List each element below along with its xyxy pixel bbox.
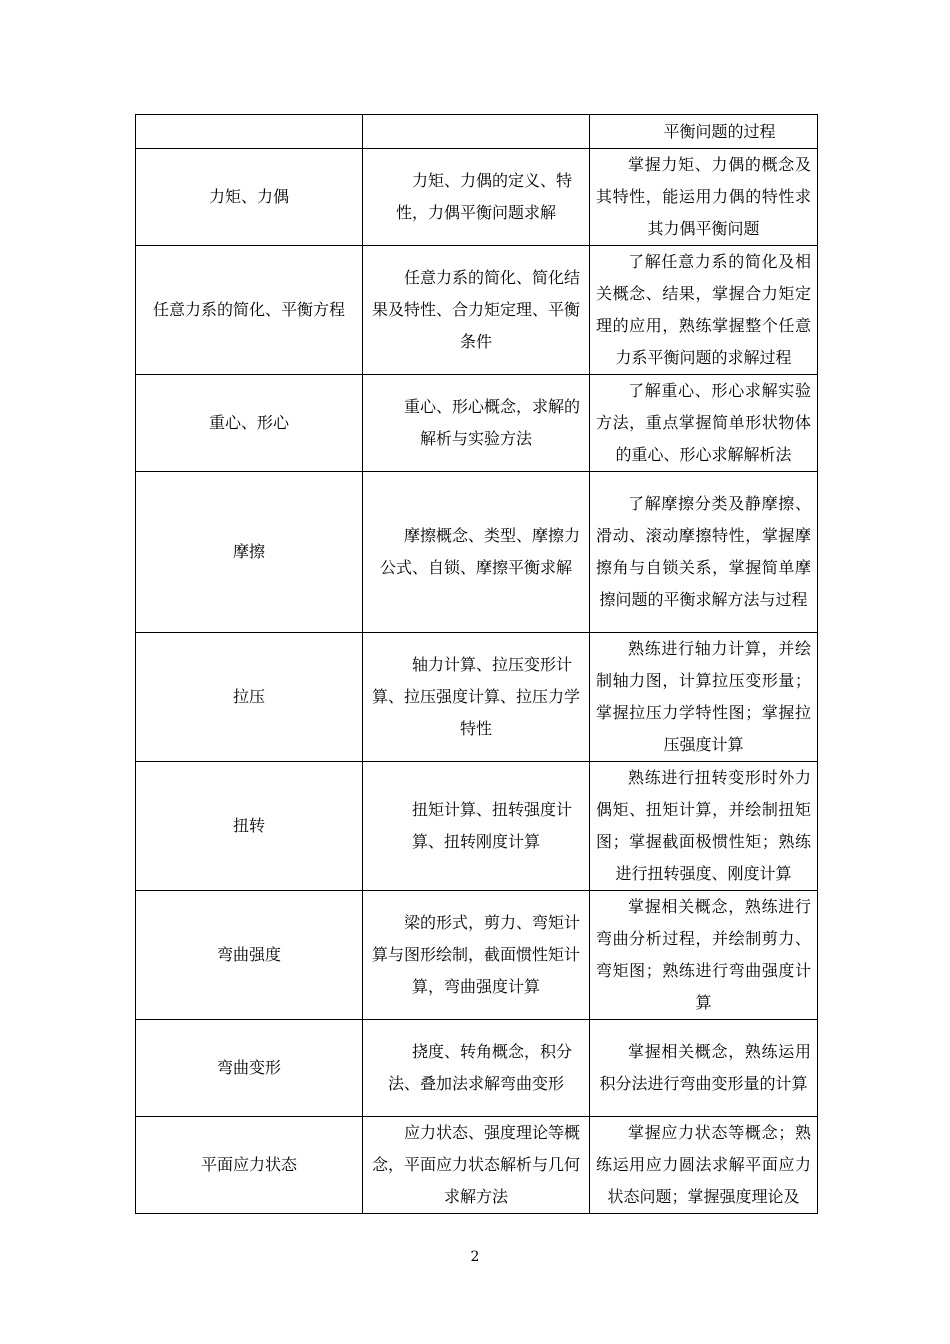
requirement-cell: 平衡问题的过程	[590, 115, 818, 149]
content-cell: 轴力计算、拉压变形计算、拉压强度计算、拉压力学特性	[363, 633, 590, 762]
content-cell: 重心、形心概念，求解的解析与实验方法	[363, 375, 590, 472]
table-row	[136, 891, 818, 1020]
requirement-cell: 熟练进行扭转变形时外力偶矩、扭矩计算，并绘制扭矩图；掌握截面极惯性矩；熟练进行扭转强度、刚度计算	[590, 762, 818, 891]
content-cell: 应力状态、强度理论等概念，平面应力状态解析与几何求解方法	[363, 1117, 590, 1214]
topic-cell: 弯曲变形	[136, 1020, 363, 1117]
page-number: 2	[470, 1249, 480, 1265]
topic-cell: 弯曲强度	[136, 891, 363, 1020]
topic-cell	[136, 115, 363, 149]
content-cell	[363, 115, 590, 149]
table-row	[136, 472, 818, 633]
course-content-table	[135, 114, 818, 1214]
table-row	[136, 1020, 818, 1117]
requirement-cell: 了解任意力系的简化及相关概念、结果，掌握合力矩定理的应用，熟练掌握整个任意力系平衡问题的求解过程	[590, 246, 818, 375]
topic-cell: 平面应力状态	[136, 1117, 363, 1214]
requirement-cell: 掌握相关概念，熟练进行弯曲分析过程，并绘制剪力、弯矩图；熟练进行弯曲强度计算	[590, 891, 818, 1020]
requirement-cell: 掌握相关概念，熟练运用积分法进行弯曲变形量的计算	[590, 1020, 818, 1117]
content-cell: 扭矩计算、扭转强度计算、扭转刚度计算	[363, 762, 590, 891]
content-cell: 摩擦概念、类型、摩擦力公式、自锁、摩擦平衡求解	[363, 472, 590, 633]
topic-cell: 扭转	[136, 762, 363, 891]
requirement-cell: 掌握力矩、力偶的概念及其特性，能运用力偶的特性求其力偶平衡问题	[590, 149, 818, 246]
topic-cell: 拉压	[136, 633, 363, 762]
content-cell: 挠度、转角概念，积分法、叠加法求解弯曲变形	[363, 1020, 590, 1117]
topic-cell: 力矩、力偶	[136, 149, 363, 246]
table-row	[136, 246, 818, 375]
requirement-cell: 熟练进行轴力计算，并绘制轴力图，计算拉压变形量；掌握拉压力学特性图；掌握拉压强度计算	[590, 633, 818, 762]
topic-cell: 重心、形心	[136, 375, 363, 472]
table-row	[136, 375, 818, 472]
content-cell: 梁的形式，剪力、弯矩计算与图形绘制，截面惯性矩计算，弯曲强度计算	[363, 891, 590, 1020]
requirement-cell: 掌握应力状态等概念；熟练运用应力圆法求解平面应力状态问题；掌握强度理论及	[590, 1117, 818, 1214]
topic-cell: 任意力系的简化、平衡方程	[136, 246, 363, 375]
table-row	[136, 633, 818, 762]
table-row	[136, 1117, 818, 1214]
requirement-cell: 了解摩擦分类及静摩擦、滑动、滚动摩擦特性，掌握摩擦角与自锁关系，掌握简单摩擦问题的平衡求解方法与过程	[590, 472, 818, 633]
table-row	[136, 149, 818, 246]
table-row	[136, 762, 818, 891]
table-row	[136, 115, 818, 149]
requirement-cell: 了解重心、形心求解实验方法，重点掌握简单形状物体的重心、形心求解解析法	[590, 375, 818, 472]
content-cell: 力矩、力偶的定义、特性，力偶平衡问题求解	[363, 149, 590, 246]
content-cell: 任意力系的简化、简化结果及特性、合力矩定理、平衡条件	[363, 246, 590, 375]
topic-cell: 摩擦	[136, 472, 363, 633]
